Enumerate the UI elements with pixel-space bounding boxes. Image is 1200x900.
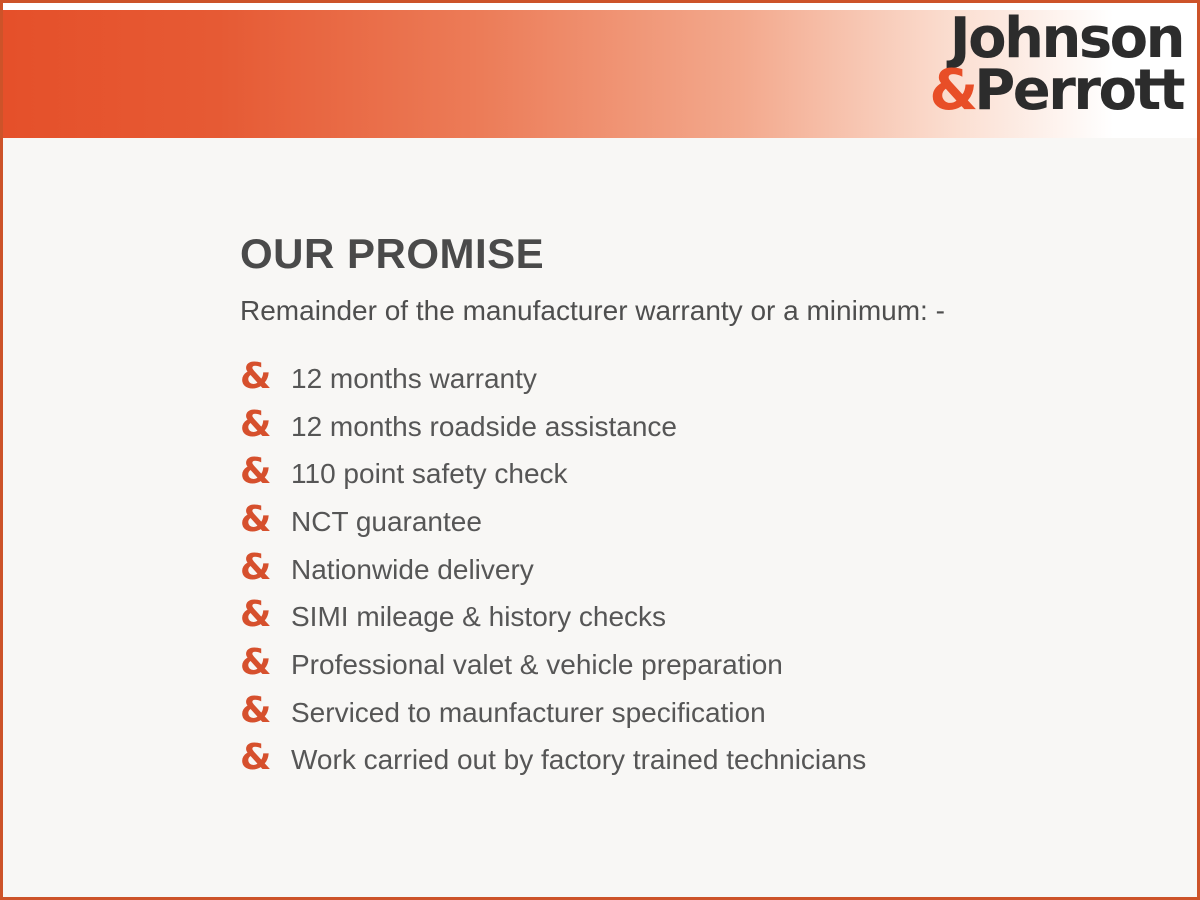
ampersand-bullet-icon: &	[240, 355, 272, 397]
list-item-label: Professional valet & vehicle preparation	[291, 648, 783, 680]
ampersand-bullet-icon: &	[240, 594, 272, 636]
list-item-label: 12 months roadside assistance	[291, 410, 677, 442]
logo-ampersand-icon: &	[929, 58, 975, 124]
ampersand-bullet-icon: &	[240, 689, 272, 731]
list-item-label: Serviced to maunfacturer specification	[291, 696, 766, 728]
list-item	[240, 737, 866, 785]
list-item	[240, 450, 866, 498]
list-item	[240, 641, 866, 689]
list-item-label: SIMI mileage & history checks	[291, 601, 667, 633]
ampersand-bullet-icon: &	[240, 546, 272, 588]
ampersand-bullet-icon: &	[240, 737, 272, 779]
main-content	[3, 3, 1197, 897]
list-item	[240, 355, 866, 403]
subtitle: Remainder of the manufacturer warranty or a minimum: -	[240, 295, 945, 326]
ampersand-bullet-icon: &	[240, 498, 272, 540]
list-item	[240, 546, 866, 594]
list-item-label: NCT guarantee	[291, 505, 482, 537]
logo-perrott-text: Perrott	[974, 58, 1183, 124]
ampersand-bullet-icon: &	[240, 641, 272, 683]
list-item	[240, 403, 866, 451]
list-item	[240, 689, 866, 737]
ampersand-bullet-icon: &	[240, 451, 272, 493]
list-item	[240, 593, 866, 641]
list-item-label: Work carried out by factory trained technicians	[291, 744, 867, 776]
list-item-label: 12 months warranty	[291, 362, 537, 394]
page-title: OUR PROMISE	[240, 230, 545, 277]
ampersand-bullet-icon: &	[240, 403, 272, 445]
list-item-label: Nationwide delivery	[291, 553, 534, 585]
list-item-label: 110 point safety check	[291, 458, 568, 490]
list-item	[240, 498, 866, 546]
promise-list	[240, 355, 866, 784]
logo-line-johnson: Johnson	[949, 6, 1183, 71]
